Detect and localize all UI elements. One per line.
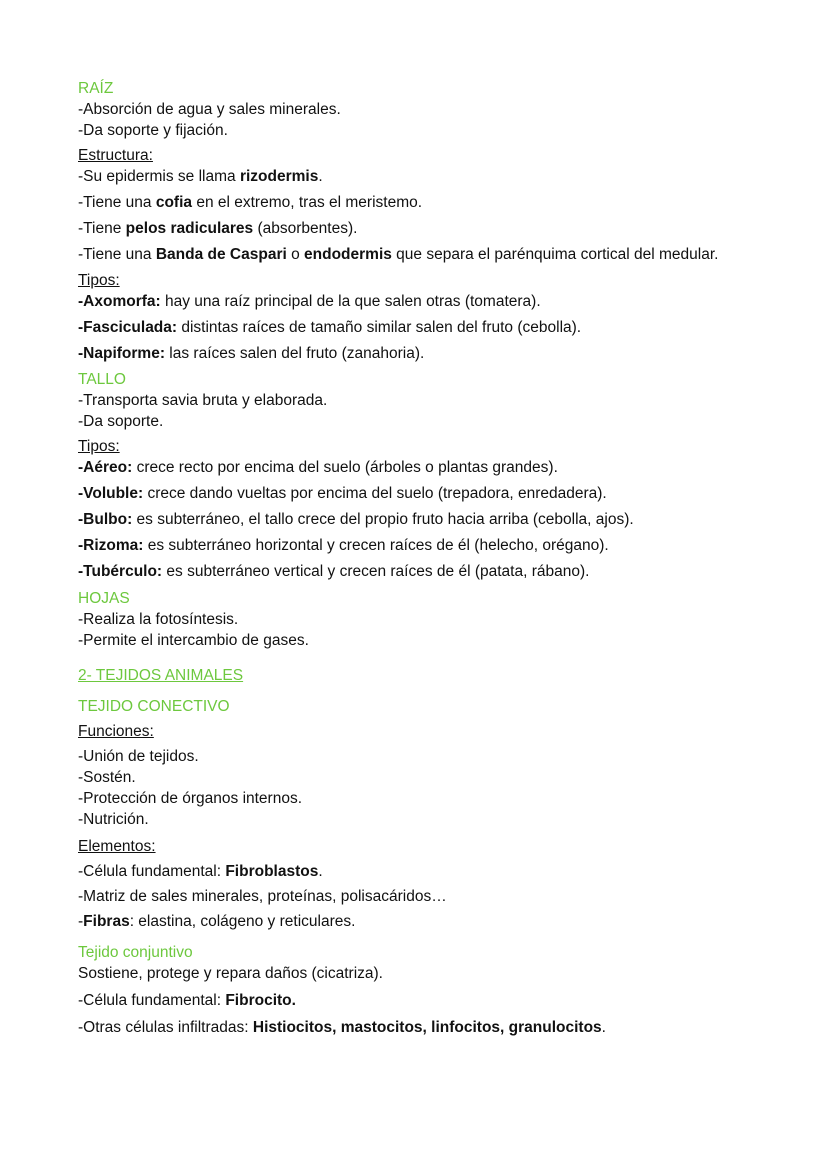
heading-hojas: HOJAS — [78, 590, 130, 607]
estructura-list — [78, 166, 750, 265]
list-item: -Nutrición. — [78, 811, 149, 828]
tipos-label: Tipos: — [78, 438, 120, 455]
list-item: -Tiene pelos radiculares (absorbentes). — [78, 220, 358, 237]
hojas-line: -Permite el intercambio de gases. — [78, 632, 309, 649]
list-item: -Unión de tejidos. — [78, 748, 199, 765]
list-item: -Otras células infiltradas: Histiocitos, mastocitos, linfocitos, granulocitos. — [78, 1019, 606, 1036]
list-item: -Matriz de sales minerales, proteínas, polisacáridos… — [78, 888, 447, 905]
raiz-line: -Da soporte y fijación. — [78, 122, 228, 139]
tipos-label: Tipos: — [78, 272, 120, 289]
section-heading-tejidos-animales: 2- TEJIDOS ANIMALES — [78, 667, 244, 684]
document-page — [78, 78, 750, 1038]
hojas-line: -Realiza la fotosíntesis. — [78, 611, 239, 628]
raiz-line: -Absorción de agua y sales minerales. — [78, 101, 341, 118]
elementos-list — [78, 861, 750, 932]
list-item: -Tubérculo: es subterráneo vertical y crecen raíces de él (patata, rábano). — [78, 563, 590, 580]
list-item: -Axomorfa: hay una raíz principal de la que salen otras (tomatera). — [78, 293, 541, 310]
heading-tejido-conectivo: TEJIDO CONECTIVO — [78, 698, 230, 715]
list-item: -Aéreo: crece recto por encima del suelo (árboles o plantas grandes). — [78, 459, 558, 476]
list-item: -Rizoma: es subterráneo horizontal y crecen raíces de él (helecho, orégano). — [78, 537, 609, 554]
list-item: -Bulbo: es subterráneo, el tallo crece del propio fruto hacia arriba (cebolla, ajos). — [78, 511, 634, 528]
list-item: -Protección de órganos internos. — [78, 790, 303, 807]
raiz-tipos-list — [78, 291, 750, 364]
list-item: -Célula fundamental: Fibrocito. — [78, 992, 296, 1009]
elementos-label: Elementos: — [78, 838, 156, 855]
list-item: -Su epidermis se llama rizodermis. — [78, 168, 323, 185]
tallo-line: -Transporta savia bruta y elaborada. — [78, 392, 328, 409]
heading-tallo: TALLO — [78, 371, 126, 388]
list-item: -Fibras: elastina, colágeno y reticulares. — [78, 913, 356, 930]
list-item: -Tiene una Banda de Caspari o endodermis que separa el parénquima cortical del medular. — [78, 246, 719, 263]
list-item: -Célula fundamental: Fibroblastos. — [78, 863, 323, 880]
list-item: -Tiene una cofia en el extremo, tras el meristemo. — [78, 194, 423, 211]
list-item: -Voluble: crece dando vueltas por encima del suelo (trepadora, enredadera). — [78, 485, 607, 502]
estructura-label: Estructura: — [78, 147, 153, 164]
list-item: -Sostén. — [78, 769, 136, 786]
heading-tejido-conjuntivo: Tejido conjuntivo — [78, 944, 193, 961]
list-item: -Napiforme: las raíces salen del fruto (zanahoria). — [78, 345, 425, 362]
list-item: -Fasciculada: distintas raíces de tamaño similar salen del fruto (cebolla). — [78, 319, 582, 336]
tallo-tipos-list — [78, 457, 750, 582]
heading-raiz: RAÍZ — [78, 80, 114, 97]
funciones-label: Funciones: — [78, 723, 154, 740]
funciones-list — [78, 746, 750, 830]
conjuntivo-intro: Sostiene, protege y repara daños (cicatriza). — [78, 965, 383, 982]
tallo-line: -Da soporte. — [78, 413, 164, 430]
